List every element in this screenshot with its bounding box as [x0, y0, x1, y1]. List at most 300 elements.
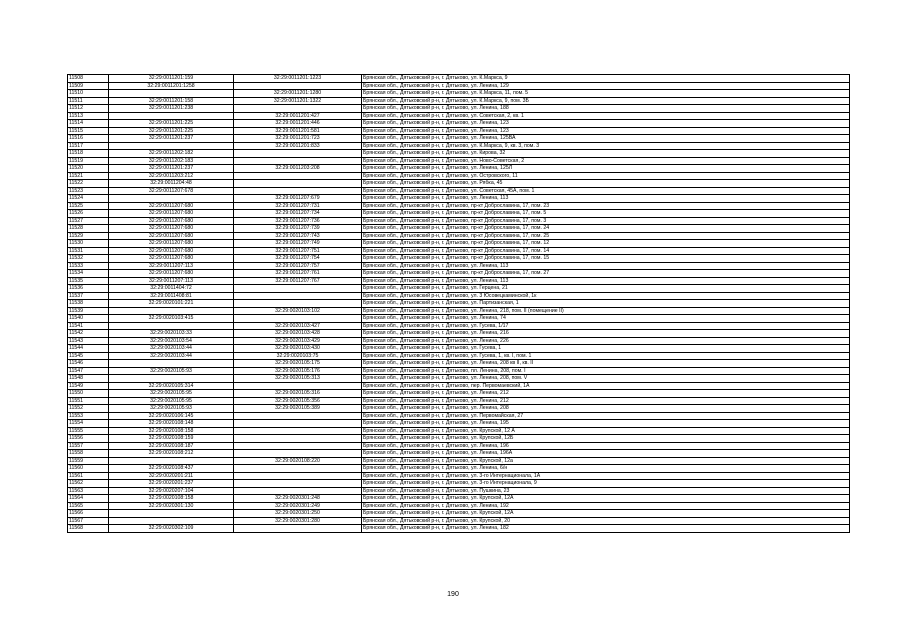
object-cadastral-number-cell: 32:29:0011207:743: [234, 232, 362, 240]
table-row: [68, 420, 850, 428]
table-row: [68, 90, 850, 98]
table-row: [68, 457, 850, 465]
row-number-cell: 11564: [68, 495, 109, 503]
row-number-cell: 11532: [68, 255, 109, 263]
address-cell: Брянская обл., Дятьковский р-н, г. Дятьково, ул. Ленина, 212: [362, 390, 850, 398]
parcel-cadastral-number-cell: 32:29:0020302:109: [109, 525, 234, 533]
object-cadastral-number-cell: 32:29:0020103:427: [234, 322, 362, 330]
address-cell: Брянская обл., Дятьковский р-н, г. Дятьково, ул. К.Маркса, 9: [362, 75, 850, 83]
object-cadastral-number-cell: 32:29:0011201:581: [234, 127, 362, 135]
object-cadastral-number-cell: 32:29:0011207:751: [234, 247, 362, 255]
parcel-cadastral-number-cell: 32:29:0011408:81: [109, 292, 234, 300]
row-number-cell: 11510: [68, 90, 109, 98]
object-cadastral-number-cell: 32:29:0020105:313: [234, 375, 362, 383]
parcel-cadastral-number-cell: 32:29:0011207:113: [109, 277, 234, 285]
object-cadastral-number-cell: 32:29:0020105:176: [234, 367, 362, 375]
row-number-cell: 11545: [68, 352, 109, 360]
address-cell: Брянская обл., Дятьковский р-н, г. Дятьково, ул. Ленина, 125ВА: [362, 135, 850, 143]
row-number-cell: 11559: [68, 457, 109, 465]
parcel-cadastral-number-cell: 32:29:0020108:148: [109, 420, 234, 428]
row-number-cell: 11511: [68, 97, 109, 105]
address-cell: Брянская обл., Дятьковский р-н, г. Дятьково, ул. Ленина, 196А: [362, 450, 850, 458]
row-number-cell: 11555: [68, 427, 109, 435]
parcel-cadastral-number-cell: 32:29:0011207:680: [109, 247, 234, 255]
object-cadastral-number-cell: 32:29:0020103:75: [234, 352, 362, 360]
parcel-cadastral-number-cell: 32:29:0020201:237: [109, 480, 234, 488]
object-cadastral-number-cell: [234, 525, 362, 533]
row-number-cell: 11556: [68, 435, 109, 443]
table-row: [68, 337, 850, 345]
address-cell: Брянская обл., Дятьковский р-н, г. Дятьково, ул. Гусева, 1, кв. I, пом. 1: [362, 352, 850, 360]
object-cadastral-number-cell: 32:29:0011201:1322: [234, 97, 362, 105]
address-cell: Брянская обл., Дятьковский р-н, г. Дятьково, ул. Гусева, 1: [362, 345, 850, 353]
table-row: [68, 390, 850, 398]
row-number-cell: 11531: [68, 247, 109, 255]
address-cell: Брянская обл., Дятьковский р-н, г. Дятьково, пер. Первомаевский, 1А: [362, 382, 850, 390]
parcel-cadastral-number-cell: 32:29:0020201:211: [109, 472, 234, 480]
row-number-cell: 11525: [68, 202, 109, 210]
object-cadastral-number-cell: 32:29:0011207:731: [234, 202, 362, 210]
table-row: [68, 480, 850, 488]
object-cadastral-number-cell: [234, 427, 362, 435]
object-cadastral-number-cell: [234, 465, 362, 473]
row-number-cell: 11524: [68, 195, 109, 203]
address-cell: Брянская обл., Дятьковский р-н, г. Дятьково, ул. Ленина, 208: [362, 405, 850, 413]
parcel-cadastral-number-cell: 32:29:0020103:415: [109, 315, 234, 323]
address-cell: Брянская обл., Дятьковский р-н, г. Дятьково, ул. Ленина, 113: [362, 195, 850, 203]
object-cadastral-number-cell: 32:29:0011201:833: [234, 142, 362, 150]
table-row: [68, 75, 850, 83]
object-cadastral-number-cell: 32:29:0011201:1280: [234, 90, 362, 98]
table-row: [68, 525, 850, 533]
object-cadastral-number-cell: [234, 82, 362, 90]
parcel-cadastral-number-cell: 32:29:0020108:437: [109, 465, 234, 473]
table-row: [68, 202, 850, 210]
table-row: [68, 495, 850, 503]
parcel-cadastral-number-cell: 32:29:0020105:314: [109, 382, 234, 390]
row-number-cell: 11521: [68, 172, 109, 180]
table-row: [68, 487, 850, 495]
row-number-cell: 11518: [68, 150, 109, 158]
object-cadastral-number-cell: 32:29:0020105:356: [234, 397, 362, 405]
address-cell: Брянская обл., Дятьковский р-н, г. Дятьково, ул. Партизанская, 1: [362, 300, 850, 308]
address-cell: Брянская обл., Дятьковский р-н, г. Дятьково, ул. Ленина, 216: [362, 330, 850, 338]
address-cell: Брянская обл., Дятьковский р-н, г. Дятьково, ул. 3-го Интернационала, 9: [362, 480, 850, 488]
object-cadastral-number-cell: [234, 300, 362, 308]
table-row: [68, 367, 850, 375]
row-number-cell: 11526: [68, 210, 109, 218]
parcel-cadastral-number-cell: 32:29:0020301:130: [109, 502, 234, 510]
object-cadastral-number-cell: [234, 285, 362, 293]
table-row: [68, 345, 850, 353]
row-number-cell: 11540: [68, 315, 109, 323]
object-cadastral-number-cell: 32:29:0011207:734: [234, 210, 362, 218]
row-number-cell: 11549: [68, 382, 109, 390]
object-cadastral-number-cell: 32:29:0020301:250: [234, 510, 362, 518]
table-row: [68, 247, 850, 255]
row-number-cell: 11543: [68, 337, 109, 345]
table-row: [68, 270, 850, 278]
parcel-cadastral-number-cell: 32:29:0020105:95: [109, 390, 234, 398]
object-cadastral-number-cell: 32:29:0011207:739: [234, 225, 362, 233]
table-row: [68, 225, 850, 233]
parcel-cadastral-number-cell: [109, 112, 234, 120]
row-number-cell: 11536: [68, 285, 109, 293]
table-row: [68, 472, 850, 480]
parcel-cadastral-number-cell: 32:29:0011207:680: [109, 232, 234, 240]
table-row: [68, 82, 850, 90]
address-cell: Брянская обл., Дятьковский р-н, г. Дятьково, пр-кт Доброславина, 17, пом. 27: [362, 270, 850, 278]
parcel-cadastral-number-cell: 32:29:0020108:187: [109, 442, 234, 450]
object-cadastral-number-cell: [234, 315, 362, 323]
object-cadastral-number-cell: 32:29:0011201:427: [234, 112, 362, 120]
object-cadastral-number-cell: 32:29:0020103:430: [234, 345, 362, 353]
address-cell: Брянская обл., Дятьковский р-н, г. Дятьково, ул. К.Маркса, 11, пом. 5: [362, 90, 850, 98]
table-row: [68, 330, 850, 338]
address-cell: Брянская обл., Дятьковский р-н, г. Дятьково, ул. К.Маркса, 9, кв. 3, пом. 3: [362, 142, 850, 150]
address-cell: Брянская обл., Дятьковский р-н, г. Дятьково, ул. Крупской, 12А: [362, 495, 850, 503]
parcel-cadastral-number-cell: 32:29:0020106:145: [109, 412, 234, 420]
object-cadastral-number-cell: 32:29:0020301:248: [234, 495, 362, 503]
address-cell: Брянская обл., Дятьковский р-н, г. Дятьково, ул. К.Маркса, 9, пом. 3Б: [362, 97, 850, 105]
parcel-cadastral-number-cell: 32:29:0020101:221: [109, 300, 234, 308]
object-cadastral-number-cell: 32:29:0011201:1223: [234, 75, 362, 83]
object-cadastral-number-cell: 32:29:0020105:175: [234, 360, 362, 368]
address-cell: Брянская обл., Дятьковский р-н, г. Дятьково, ул. Ленина, 188: [362, 105, 850, 113]
address-cell: Брянская обл., Дятьковский р-н, г. Дятьково, ул. Первомайская, 27: [362, 412, 850, 420]
object-cadastral-number-cell: 32:29:0020103:429: [234, 337, 362, 345]
parcel-cadastral-number-cell: 32:29:0011204:48: [109, 180, 234, 188]
parcel-cadastral-number-cell: [109, 375, 234, 383]
address-cell: Брянская обл., Дятьковский р-н, г. Дятьково, пр-кт Доброславина, 17, пом. 15: [362, 255, 850, 263]
table-row: [68, 435, 850, 443]
object-cadastral-number-cell: [234, 172, 362, 180]
parcel-cadastral-number-cell: 32:29:0020103:44: [109, 352, 234, 360]
table-row: [68, 240, 850, 248]
address-cell: Брянская обл., Дятьковский р-н, г. Дятьково, ул. Крупской, 12а: [362, 457, 850, 465]
address-cell: Брянская обл., Дятьковский р-н, г. Дятьково, пр-кт Доброславина, 17, пом. 5: [362, 210, 850, 218]
object-cadastral-number-cell: 32:29:0011203:208: [234, 165, 362, 173]
table-row: [68, 315, 850, 323]
parcel-cadastral-number-cell: [109, 517, 234, 525]
parcel-cadastral-number-cell: 32:29:0020108:159: [109, 435, 234, 443]
row-number-cell: 11527: [68, 217, 109, 225]
address-cell: Брянская обл., Дятьковский р-н, г. Дятьково, ул. Крупской, 20: [362, 517, 850, 525]
table-row: [68, 127, 850, 135]
object-cadastral-number-cell: 32:29:0020301:249: [234, 502, 362, 510]
object-cadastral-number-cell: 32:29:0020301:280: [234, 517, 362, 525]
object-cadastral-number-cell: [234, 187, 362, 195]
parcel-cadastral-number-cell: 32:29:0011202:183: [109, 157, 234, 165]
object-cadastral-number-cell: 32:29:0020103:428: [234, 330, 362, 338]
row-number-cell: 11528: [68, 225, 109, 233]
address-cell: Брянская обл., Дятьковский р-н, г. Дятьково, ул. Ленина, 182: [362, 525, 850, 533]
parcel-cadastral-number-cell: 32:29:0011207:680: [109, 270, 234, 278]
address-cell: Брянская обл., Дятьковский р-н, г. Дятьково, ул. Гусева, 1/17: [362, 322, 850, 330]
row-number-cell: 11565: [68, 502, 109, 510]
parcel-cadastral-number-cell: 32:29:0011201:225: [109, 127, 234, 135]
address-cell: Брянская обл., Дятьковский р-н, г. Дятьково, ул. Крупской, 12Б: [362, 435, 850, 443]
parcel-cadastral-number-cell: [109, 90, 234, 98]
parcel-cadastral-number-cell: 32:29:0020108:158: [109, 495, 234, 503]
object-cadastral-number-cell: [234, 472, 362, 480]
parcel-cadastral-number-cell: 32:29:0020108:158: [109, 427, 234, 435]
parcel-cadastral-number-cell: 32:29:0011201:237: [109, 165, 234, 173]
object-cadastral-number-cell: 32:29:0011201:446: [234, 120, 362, 128]
address-cell: Брянская обл., Дятьковский р-н, г. Дятьково, ул. Ленина, 113: [362, 262, 850, 270]
address-cell: Брянская обл., Дятьковский р-н, г. Дятьково, пр-кт Доброславина, 17, пом. 14: [362, 247, 850, 255]
parcel-cadastral-number-cell: 32:29:0011207:680: [109, 210, 234, 218]
row-number-cell: 11541: [68, 322, 109, 330]
address-cell: Брянская обл., Дятьковский р-н, г. Дятьково, ул. 3 Юсовецкаминской, 1к: [362, 292, 850, 300]
row-number-cell: 11547: [68, 367, 109, 375]
table-row: [68, 277, 850, 285]
row-number-cell: 11537: [68, 292, 109, 300]
parcel-cadastral-number-cell: 32:29:0011201:1258: [109, 82, 234, 90]
address-cell: Брянская обл., Дятьковский р-н, г. Дятьково, ул. 3-го Интернационала, 1А: [362, 472, 850, 480]
address-cell: Брянская обл., Дятьковский р-н, г. Дятьково, ул. Ново-Советская, 2: [362, 157, 850, 165]
row-number-cell: 11561: [68, 472, 109, 480]
table-row: [68, 172, 850, 180]
row-number-cell: 11548: [68, 375, 109, 383]
object-cadastral-number-cell: 32:29:0020103:102: [234, 307, 362, 315]
table-row: [68, 120, 850, 128]
address-cell: Брянская обл., Дятьковский р-н, г. Дятьково, ул. Пушкина, 23: [362, 487, 850, 495]
address-cell: Брянская обл., Дятьковский р-н, г. Дятьково, ул. Ленина, 218, пом. II (помещение II): [362, 307, 850, 315]
parcel-cadastral-number-cell: 32:29:0020105:93: [109, 367, 234, 375]
object-cadastral-number-cell: 32:29:0020108:220: [234, 457, 362, 465]
object-cadastral-number-cell: 32:29:0011201:723: [234, 135, 362, 143]
parcel-cadastral-number-cell: 32:29:0011201:237: [109, 135, 234, 143]
parcel-cadastral-number-cell: 32:29:0011201:225: [109, 120, 234, 128]
address-cell: Брянская обл., Дятьковский р-н, г. Дятьково, ул. Ленина, 74: [362, 315, 850, 323]
address-cell: Брянская обл., Дятьковский р-н, г. Дятьково, пр-кт Доброславина, 17, пом. 23: [362, 202, 850, 210]
row-number-cell: 11514: [68, 120, 109, 128]
table-row: [68, 217, 850, 225]
parcel-cadastral-number-cell: 32:29:0011404:72: [109, 285, 234, 293]
row-number-cell: 11566: [68, 510, 109, 518]
parcel-cadastral-number-cell: 32:29:0011201:158: [109, 97, 234, 105]
table-row: [68, 195, 850, 203]
parcel-cadastral-number-cell: [109, 307, 234, 315]
object-cadastral-number-cell: 32:29:0011207:761: [234, 270, 362, 278]
table-row: [68, 187, 850, 195]
address-cell: Брянская обл., Дятьковский р-н, г. Дятьково, ул. Ленина, 6/н: [362, 465, 850, 473]
row-number-cell: 11539: [68, 307, 109, 315]
parcel-cadastral-number-cell: 32:29:0020105:93: [109, 405, 234, 413]
table-row: [68, 412, 850, 420]
table-row: [68, 397, 850, 405]
object-cadastral-number-cell: 32:29:0011207:757: [234, 262, 362, 270]
parcel-cadastral-number-cell: [109, 510, 234, 518]
table-row: [68, 135, 850, 143]
row-number-cell: 11530: [68, 240, 109, 248]
address-cell: Брянская обл., Дятьковский р-н, г. Дятьково, ул. Герцена, 21: [362, 285, 850, 293]
parcel-cadastral-number-cell: 32:29:0011207:678: [109, 187, 234, 195]
parcel-cadastral-number-cell: 32:29:0011207:113: [109, 262, 234, 270]
address-cell: Брянская обл., Дятьковский р-н, г. Дятьково, ул. Советская, 45А, пом. 1: [362, 187, 850, 195]
object-cadastral-number-cell: [234, 382, 362, 390]
parcel-cadastral-number-cell: 32:29:0011207:680: [109, 202, 234, 210]
table-row: [68, 442, 850, 450]
table-row: [68, 382, 850, 390]
address-cell: Брянская обл., Дятьковский р-н, г. Дятьково, ул. Советская, 2, кв. 1: [362, 112, 850, 120]
address-cell: Брянская обл., Дятьковский р-н, г. Дятьково, ул. Островского, 11: [362, 172, 850, 180]
table-row: [68, 360, 850, 368]
row-number-cell: 11558: [68, 450, 109, 458]
parcel-cadastral-number-cell: 32:29:0011207:680: [109, 217, 234, 225]
object-cadastral-number-cell: 32:29:0020105:316: [234, 390, 362, 398]
parcel-cadastral-number-cell: 32:29:0011201:159: [109, 75, 234, 83]
parcel-cadastral-number-cell: 32:29:0011207:680: [109, 225, 234, 233]
table-row: [68, 180, 850, 188]
parcel-cadastral-number-cell: 32:29:0020103:54: [109, 337, 234, 345]
row-number-cell: 11557: [68, 442, 109, 450]
parcel-cadastral-number-cell: 32:29:0020207:104: [109, 487, 234, 495]
row-number-cell: 11551: [68, 397, 109, 405]
row-number-cell: 11520: [68, 165, 109, 173]
address-cell: Брянская обл., Дятьковский р-н, г. Дятьково, ул. Ленина, 212: [362, 397, 850, 405]
parcel-cadastral-number-cell: 32:29:0020105:95: [109, 397, 234, 405]
row-number-cell: 11560: [68, 465, 109, 473]
table-row: [68, 232, 850, 240]
object-cadastral-number-cell: 32:29:0011207:736: [234, 217, 362, 225]
table-row: [68, 517, 850, 525]
address-cell: Брянская обл., Дятьковский р-н, г. Дятьково, ул. Ленина, 123: [362, 120, 850, 128]
parcel-cadastral-number-cell: [109, 195, 234, 203]
object-cadastral-number-cell: [234, 150, 362, 158]
address-cell: Брянская обл., Дятьковский р-н, г. Дятьково, пр-кт Доброславина, 17, пом. 24: [362, 225, 850, 233]
address-cell: Брянская обл., Дятьковский р-н, г. Дятьково, пр-кт Доброславина, 17, пом. 12: [362, 240, 850, 248]
table-row: [68, 255, 850, 263]
object-cadastral-number-cell: 32:29:0011207:679: [234, 195, 362, 203]
row-number-cell: 11519: [68, 157, 109, 165]
address-cell: Брянская обл., Дятьковский р-н, г. Дятьково, ул. Ленина, 208, пом. V: [362, 375, 850, 383]
row-number-cell: 11546: [68, 360, 109, 368]
table-row: [68, 210, 850, 218]
row-number-cell: 11523: [68, 187, 109, 195]
row-number-cell: 11515: [68, 127, 109, 135]
row-number-cell: 11512: [68, 105, 109, 113]
table-row: [68, 292, 850, 300]
table-row: [68, 405, 850, 413]
table-row: [68, 112, 850, 120]
object-cadastral-number-cell: [234, 157, 362, 165]
row-number-cell: 11552: [68, 405, 109, 413]
object-cadastral-number-cell: 32:29:0011207:749: [234, 240, 362, 248]
object-cadastral-number-cell: [234, 292, 362, 300]
parcel-cadastral-number-cell: 32:29:0011207:680: [109, 255, 234, 263]
parcel-cadastral-number-cell: [109, 360, 234, 368]
row-number-cell: 11563: [68, 487, 109, 495]
row-number-cell: 11542: [68, 330, 109, 338]
address-cell: Брянская обл., Дятьковский р-н, г. Дятьково, ул. Крупской, 12 А: [362, 427, 850, 435]
table-body: [68, 75, 850, 533]
row-number-cell: 11544: [68, 345, 109, 353]
table-row: [68, 97, 850, 105]
parcel-cadastral-number-cell: 32:29:0020108:212: [109, 450, 234, 458]
address-cell: Брянская обл., Дятьковский р-н, г. Дятьково, ул. Ленина, 125Л: [362, 165, 850, 173]
row-number-cell: 11568: [68, 525, 109, 533]
object-cadastral-number-cell: [234, 442, 362, 450]
parcel-cadastral-number-cell: 32:29:0011202:182: [109, 150, 234, 158]
table-row: [68, 285, 850, 293]
table-row: [68, 142, 850, 150]
parcel-cadastral-number-cell: 32:29:0011207:680: [109, 240, 234, 248]
object-cadastral-number-cell: [234, 487, 362, 495]
parcel-cadastral-number-cell: [109, 142, 234, 150]
parcel-cadastral-number-cell: 32:29:0020103:44: [109, 345, 234, 353]
object-cadastral-number-cell: [234, 105, 362, 113]
object-cadastral-number-cell: [234, 420, 362, 428]
address-cell: Брянская обл., Дятьковский р-н, г. Дятьково, ул. Рябка, 45: [362, 180, 850, 188]
table-row: [68, 510, 850, 518]
table-row: [68, 157, 850, 165]
object-cadastral-number-cell: [234, 435, 362, 443]
table-row: [68, 427, 850, 435]
row-number-cell: 11567: [68, 517, 109, 525]
table-row: [68, 165, 850, 173]
row-number-cell: 11533: [68, 262, 109, 270]
row-number-cell: 11538: [68, 300, 109, 308]
address-cell: Брянская обл., Дятьковский р-н, г. Дятьково, ул. Кирова, 32: [362, 150, 850, 158]
page-number: 190: [447, 591, 459, 598]
object-cadastral-number-cell: [234, 412, 362, 420]
row-number-cell: 11554: [68, 420, 109, 428]
row-number-cell: 11522: [68, 180, 109, 188]
parcel-cadastral-number-cell: 32:29:0011201:238: [109, 105, 234, 113]
object-cadastral-number-cell: 32:29:0020105:389: [234, 405, 362, 413]
object-cadastral-number-cell: [234, 180, 362, 188]
object-cadastral-number-cell: [234, 480, 362, 488]
row-number-cell: 11534: [68, 270, 109, 278]
address-cell: Брянская обл., Дятьковский р-н, г. Дятьково, ул. Ленина, 113: [362, 277, 850, 285]
parcel-cadastral-number-cell: 32:29:0020103:33: [109, 330, 234, 338]
row-number-cell: 11553: [68, 412, 109, 420]
object-cadastral-number-cell: 32:29:0011207:754: [234, 255, 362, 263]
table-row: [68, 262, 850, 270]
table-row: [68, 502, 850, 510]
object-cadastral-number-cell: [234, 450, 362, 458]
address-cell: Брянская обл., Дятьковский р-н, г. Дятьково, ул. Ленина, 196: [362, 442, 850, 450]
address-cell: Брянская обл., Дятьковский р-н, г. Дятьково, пл. Ленина, 208, пом. I: [362, 367, 850, 375]
parcel-cadastral-number-cell: 32:29:0011203:212: [109, 172, 234, 180]
table-row: [68, 150, 850, 158]
cadastral-register-table: [67, 74, 850, 533]
address-cell: Брянская обл., Дятьковский р-н, г. Дятьково, пр-кт Доброславина, 17, пом. 25: [362, 232, 850, 240]
table-row: [68, 375, 850, 383]
address-cell: Брянская обл., Дятьковский р-н, г. Дятьково, ул. Ленина, 226: [362, 337, 850, 345]
table-row: [68, 300, 850, 308]
table-row: [68, 105, 850, 113]
address-cell: Брянская обл., Дятьковский р-н, г. Дятьково, ул. Ленина, 123: [362, 127, 850, 135]
table-row: [68, 322, 850, 330]
table-row: [68, 465, 850, 473]
row-number-cell: 11513: [68, 112, 109, 120]
table-row: [68, 307, 850, 315]
row-number-cell: 11562: [68, 480, 109, 488]
address-cell: Брянская обл., Дятьковский р-н, г. Дятьково, ул. Ленина, 192: [362, 502, 850, 510]
address-cell: Брянская обл., Дятьковский р-н, г. Дятьково, пр-кт Доброславина, 17, пом. 3: [362, 217, 850, 225]
parcel-cadastral-number-cell: [109, 322, 234, 330]
table-row: [68, 450, 850, 458]
row-number-cell: 11509: [68, 82, 109, 90]
address-cell: Брянская обл., Дятьковский р-н, г. Дятьково, ул. Ленина, 195: [362, 420, 850, 428]
row-number-cell: 11508: [68, 75, 109, 83]
table-row: [68, 352, 850, 360]
address-cell: Брянская обл., Дятьковский р-н, г. Дятьково, ул. Крупской, 12А: [362, 510, 850, 518]
object-cadastral-number-cell: 32:29:0011207:767: [234, 277, 362, 285]
